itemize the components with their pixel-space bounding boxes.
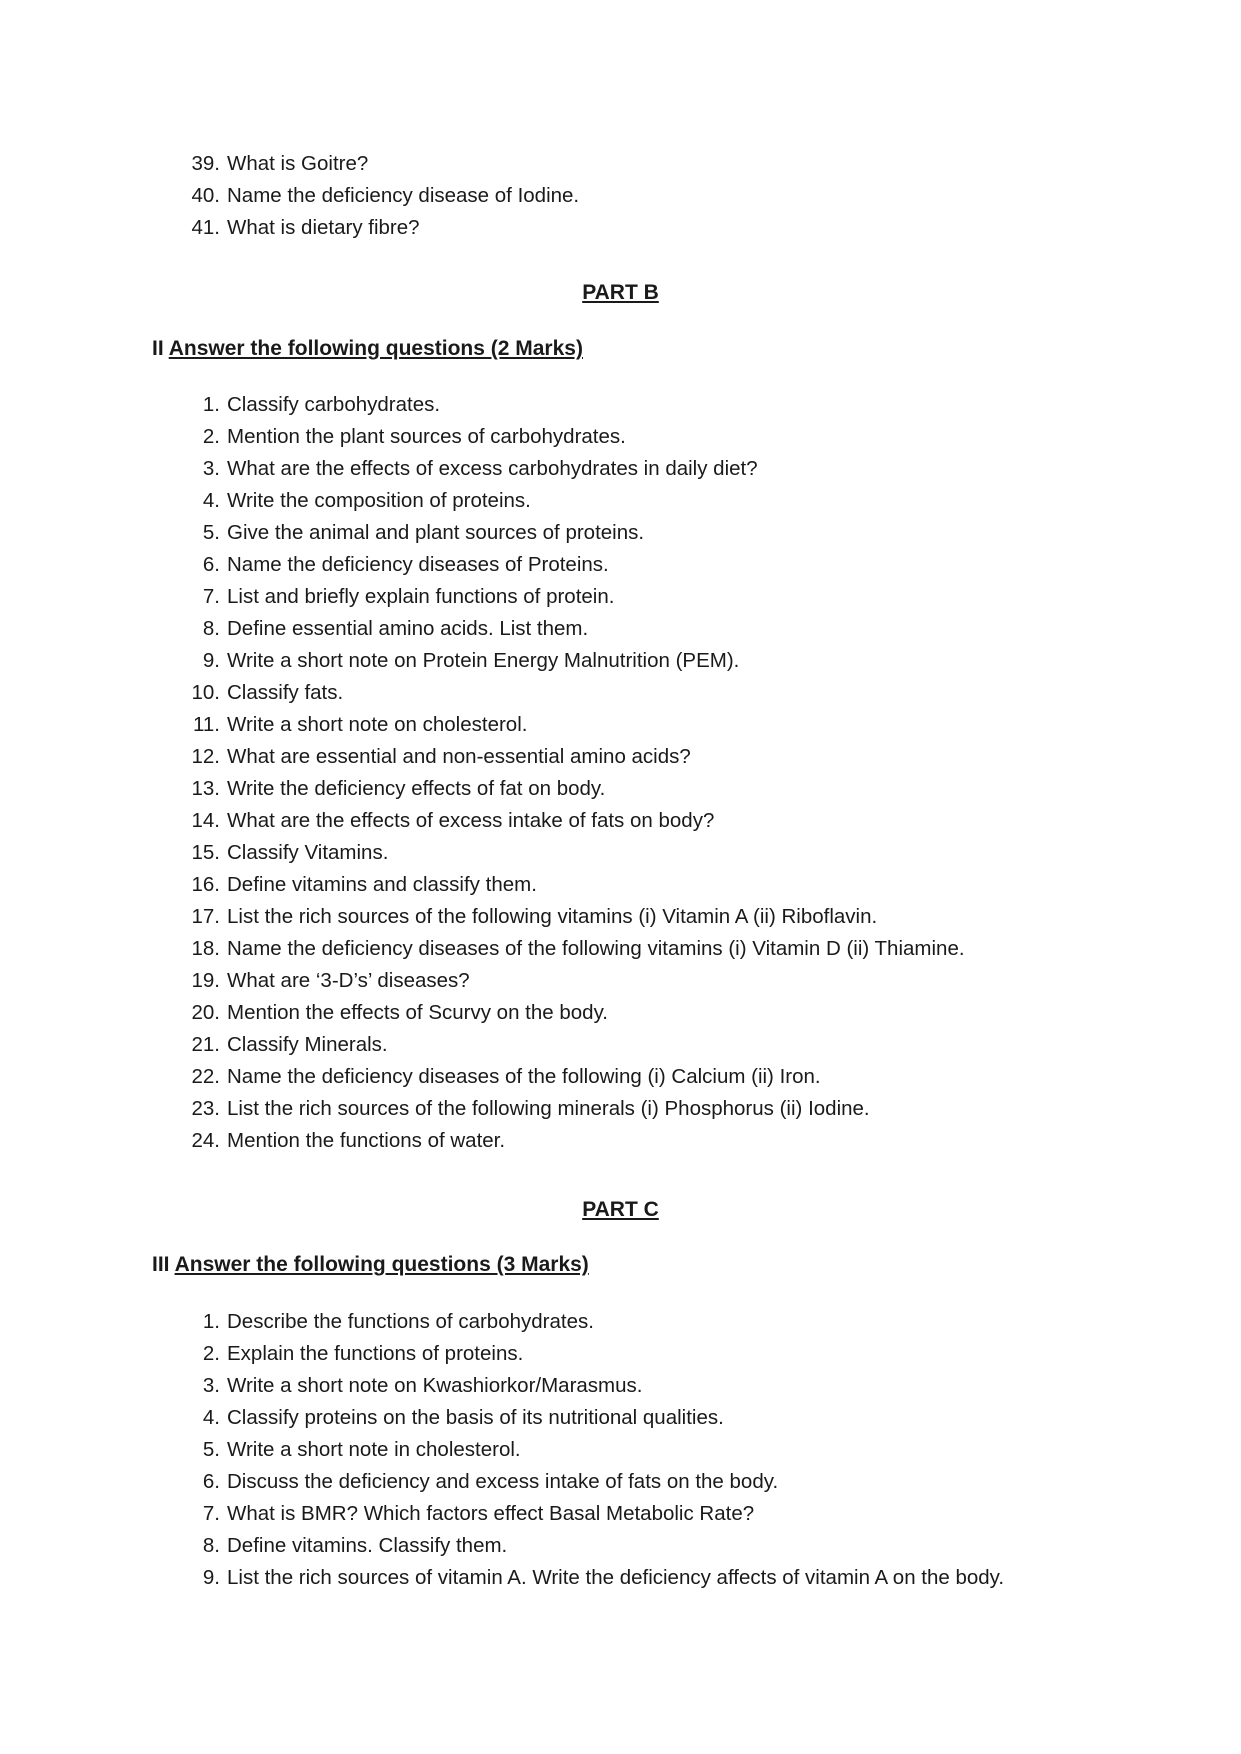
question-item bbox=[0, 212, 1241, 244]
question-text: Name the deficiency diseases of the following vitamins (i) Vitamin D (ii) Thiamine. bbox=[227, 937, 965, 960]
question-text: Give the animal and plant sources of proteins. bbox=[227, 521, 645, 544]
question-number: 8. bbox=[202, 1534, 220, 1557]
question-number: 19. bbox=[191, 969, 220, 992]
question-number: 1. bbox=[202, 1310, 220, 1333]
question-number: 5. bbox=[202, 1438, 220, 1461]
question-text: List and briefly explain functions of protein. bbox=[227, 585, 615, 608]
question-text: What are the effects of excess carbohydrates in daily diet? bbox=[227, 457, 758, 480]
question-number: 39. bbox=[191, 152, 220, 175]
question-text: Write a short note on Kwashiorkor/Marasmus. bbox=[227, 1374, 643, 1397]
question-number: 9. bbox=[202, 649, 220, 672]
question-text: Explain the functions of proteins. bbox=[227, 1342, 524, 1365]
question-text: Name the deficiency disease of Iodine. bbox=[227, 184, 580, 207]
question-number: 13. bbox=[191, 777, 220, 800]
question-number: 12. bbox=[191, 745, 220, 768]
question-item bbox=[0, 549, 1241, 581]
question-number: 24. bbox=[191, 1129, 220, 1152]
question-item bbox=[0, 148, 1241, 180]
question-text: What are ‘3-D’s’ diseases? bbox=[227, 969, 470, 992]
question-item bbox=[0, 1562, 1241, 1594]
question-number: 2. bbox=[202, 1342, 220, 1365]
question-number: 7. bbox=[202, 1502, 220, 1525]
question-text: Name the deficiency diseases of the following (i) Calcium (ii) Iron. bbox=[227, 1065, 821, 1088]
question-item bbox=[0, 741, 1241, 773]
part-b-section-roman: II bbox=[152, 337, 164, 360]
question-item bbox=[0, 421, 1241, 453]
question-text: What is Goitre? bbox=[227, 152, 369, 175]
question-text: Classify fats. bbox=[227, 681, 344, 704]
question-item bbox=[0, 997, 1241, 1029]
question-item bbox=[0, 901, 1241, 933]
question-text: Define vitamins. Classify them. bbox=[227, 1534, 508, 1557]
question-item bbox=[0, 1093, 1241, 1125]
question-item bbox=[0, 933, 1241, 965]
question-text: What are essential and non-essential amino acids? bbox=[227, 745, 691, 768]
question-text: Define vitamins and classify them. bbox=[227, 873, 537, 896]
part-b-question-list bbox=[0, 389, 1241, 1157]
question-text: Classify carbohydrates. bbox=[227, 393, 441, 416]
question-item bbox=[0, 1125, 1241, 1157]
question-number: 6. bbox=[202, 553, 220, 576]
question-item bbox=[0, 645, 1241, 677]
question-item bbox=[0, 1306, 1241, 1338]
question-number: 14. bbox=[191, 809, 220, 832]
question-number: 2. bbox=[202, 425, 220, 448]
question-number: 5. bbox=[202, 521, 220, 544]
question-item bbox=[0, 389, 1241, 421]
question-text: List the rich sources of the following vitamins (i) Vitamin A (ii) Riboflavin. bbox=[227, 905, 878, 928]
question-item bbox=[0, 1338, 1241, 1370]
question-text: Mention the plant sources of carbohydrates. bbox=[227, 425, 626, 448]
question-text: What is BMR? Which factors effect Basal Metabolic Rate? bbox=[227, 1502, 755, 1525]
question-number: 21. bbox=[191, 1033, 220, 1056]
question-number: 4. bbox=[202, 1406, 220, 1429]
question-item bbox=[0, 485, 1241, 517]
part-c-heading: PART C bbox=[582, 1198, 659, 1221]
question-item bbox=[0, 517, 1241, 549]
question-number: 15. bbox=[191, 841, 220, 864]
question-text: Classify proteins on the basis of its nutritional qualities. bbox=[227, 1406, 724, 1429]
part-c-section-heading bbox=[152, 1250, 589, 1280]
question-item bbox=[0, 869, 1241, 901]
part-b-heading: PART B bbox=[582, 281, 659, 304]
question-item bbox=[0, 1029, 1241, 1061]
question-text: Name the deficiency diseases of Proteins. bbox=[227, 553, 609, 576]
question-text: Write a short note in cholesterol. bbox=[227, 1438, 521, 1461]
question-item bbox=[0, 709, 1241, 741]
question-item bbox=[0, 1061, 1241, 1093]
intro-question-list bbox=[0, 148, 1241, 244]
question-item bbox=[0, 1434, 1241, 1466]
question-number: 41. bbox=[191, 216, 220, 239]
question-number: 17. bbox=[191, 905, 220, 928]
part-c-section-roman: III bbox=[152, 1253, 170, 1276]
question-item bbox=[0, 837, 1241, 869]
question-text: Classify Vitamins. bbox=[227, 841, 389, 864]
question-text: Classify Minerals. bbox=[227, 1033, 388, 1056]
question-number: 3. bbox=[202, 1374, 220, 1397]
question-item bbox=[0, 1402, 1241, 1434]
question-item bbox=[0, 677, 1241, 709]
question-item bbox=[0, 180, 1241, 212]
question-number: 11. bbox=[193, 713, 220, 736]
question-number: 18. bbox=[191, 937, 220, 960]
part-c-section-title: Answer the following questions (3 Marks) bbox=[174, 1253, 589, 1276]
question-text: Write a short note on Protein Energy Malnutrition (PEM). bbox=[227, 649, 740, 672]
question-number: 20. bbox=[191, 1001, 220, 1024]
question-number: 40. bbox=[191, 184, 220, 207]
question-number: 7. bbox=[202, 585, 220, 608]
question-text: Describe the functions of carbohydrates. bbox=[227, 1310, 594, 1333]
question-number: 4. bbox=[202, 489, 220, 512]
question-item bbox=[0, 613, 1241, 645]
question-text: Mention the functions of water. bbox=[227, 1129, 506, 1152]
question-number: 9. bbox=[202, 1566, 220, 1589]
question-number: 3. bbox=[202, 457, 220, 480]
question-number: 23. bbox=[191, 1097, 220, 1120]
question-number: 16. bbox=[191, 873, 220, 896]
question-number: 6. bbox=[202, 1470, 220, 1493]
question-item bbox=[0, 581, 1241, 613]
question-text: Write a short note on cholesterol. bbox=[227, 713, 528, 736]
question-text: Write the composition of proteins. bbox=[227, 489, 531, 512]
question-item bbox=[0, 805, 1241, 837]
question-number: 22. bbox=[191, 1065, 220, 1088]
question-text: What are the effects of excess intake of fats on body? bbox=[227, 809, 715, 832]
question-text: List the rich sources of the following minerals (i) Phosphorus (ii) Iodine. bbox=[227, 1097, 870, 1120]
question-item bbox=[0, 1498, 1241, 1530]
question-number: 10. bbox=[191, 681, 220, 704]
question-item bbox=[0, 453, 1241, 485]
question-text: Mention the effects of Scurvy on the body. bbox=[227, 1001, 608, 1024]
question-item bbox=[0, 1370, 1241, 1402]
question-item bbox=[0, 1466, 1241, 1498]
question-text: Define essential amino acids. List them. bbox=[227, 617, 589, 640]
question-item bbox=[0, 1530, 1241, 1562]
question-item bbox=[0, 773, 1241, 805]
question-item bbox=[0, 965, 1241, 997]
question-text: Discuss the deficiency and excess intake of fats on the body. bbox=[227, 1470, 779, 1493]
question-number: 8. bbox=[202, 617, 220, 640]
question-text: What is dietary fibre? bbox=[227, 216, 420, 239]
question-text: Write the deficiency effects of fat on body. bbox=[227, 777, 606, 800]
question-number: 1. bbox=[202, 393, 220, 416]
part-b-section-title: Answer the following questions (2 Marks) bbox=[168, 337, 583, 360]
part-c-question-list bbox=[0, 1306, 1241, 1594]
question-text: List the rich sources of vitamin A. Write the deficiency affects of vitamin A on the body. bbox=[227, 1566, 1005, 1589]
part-b-section-heading bbox=[152, 334, 583, 364]
